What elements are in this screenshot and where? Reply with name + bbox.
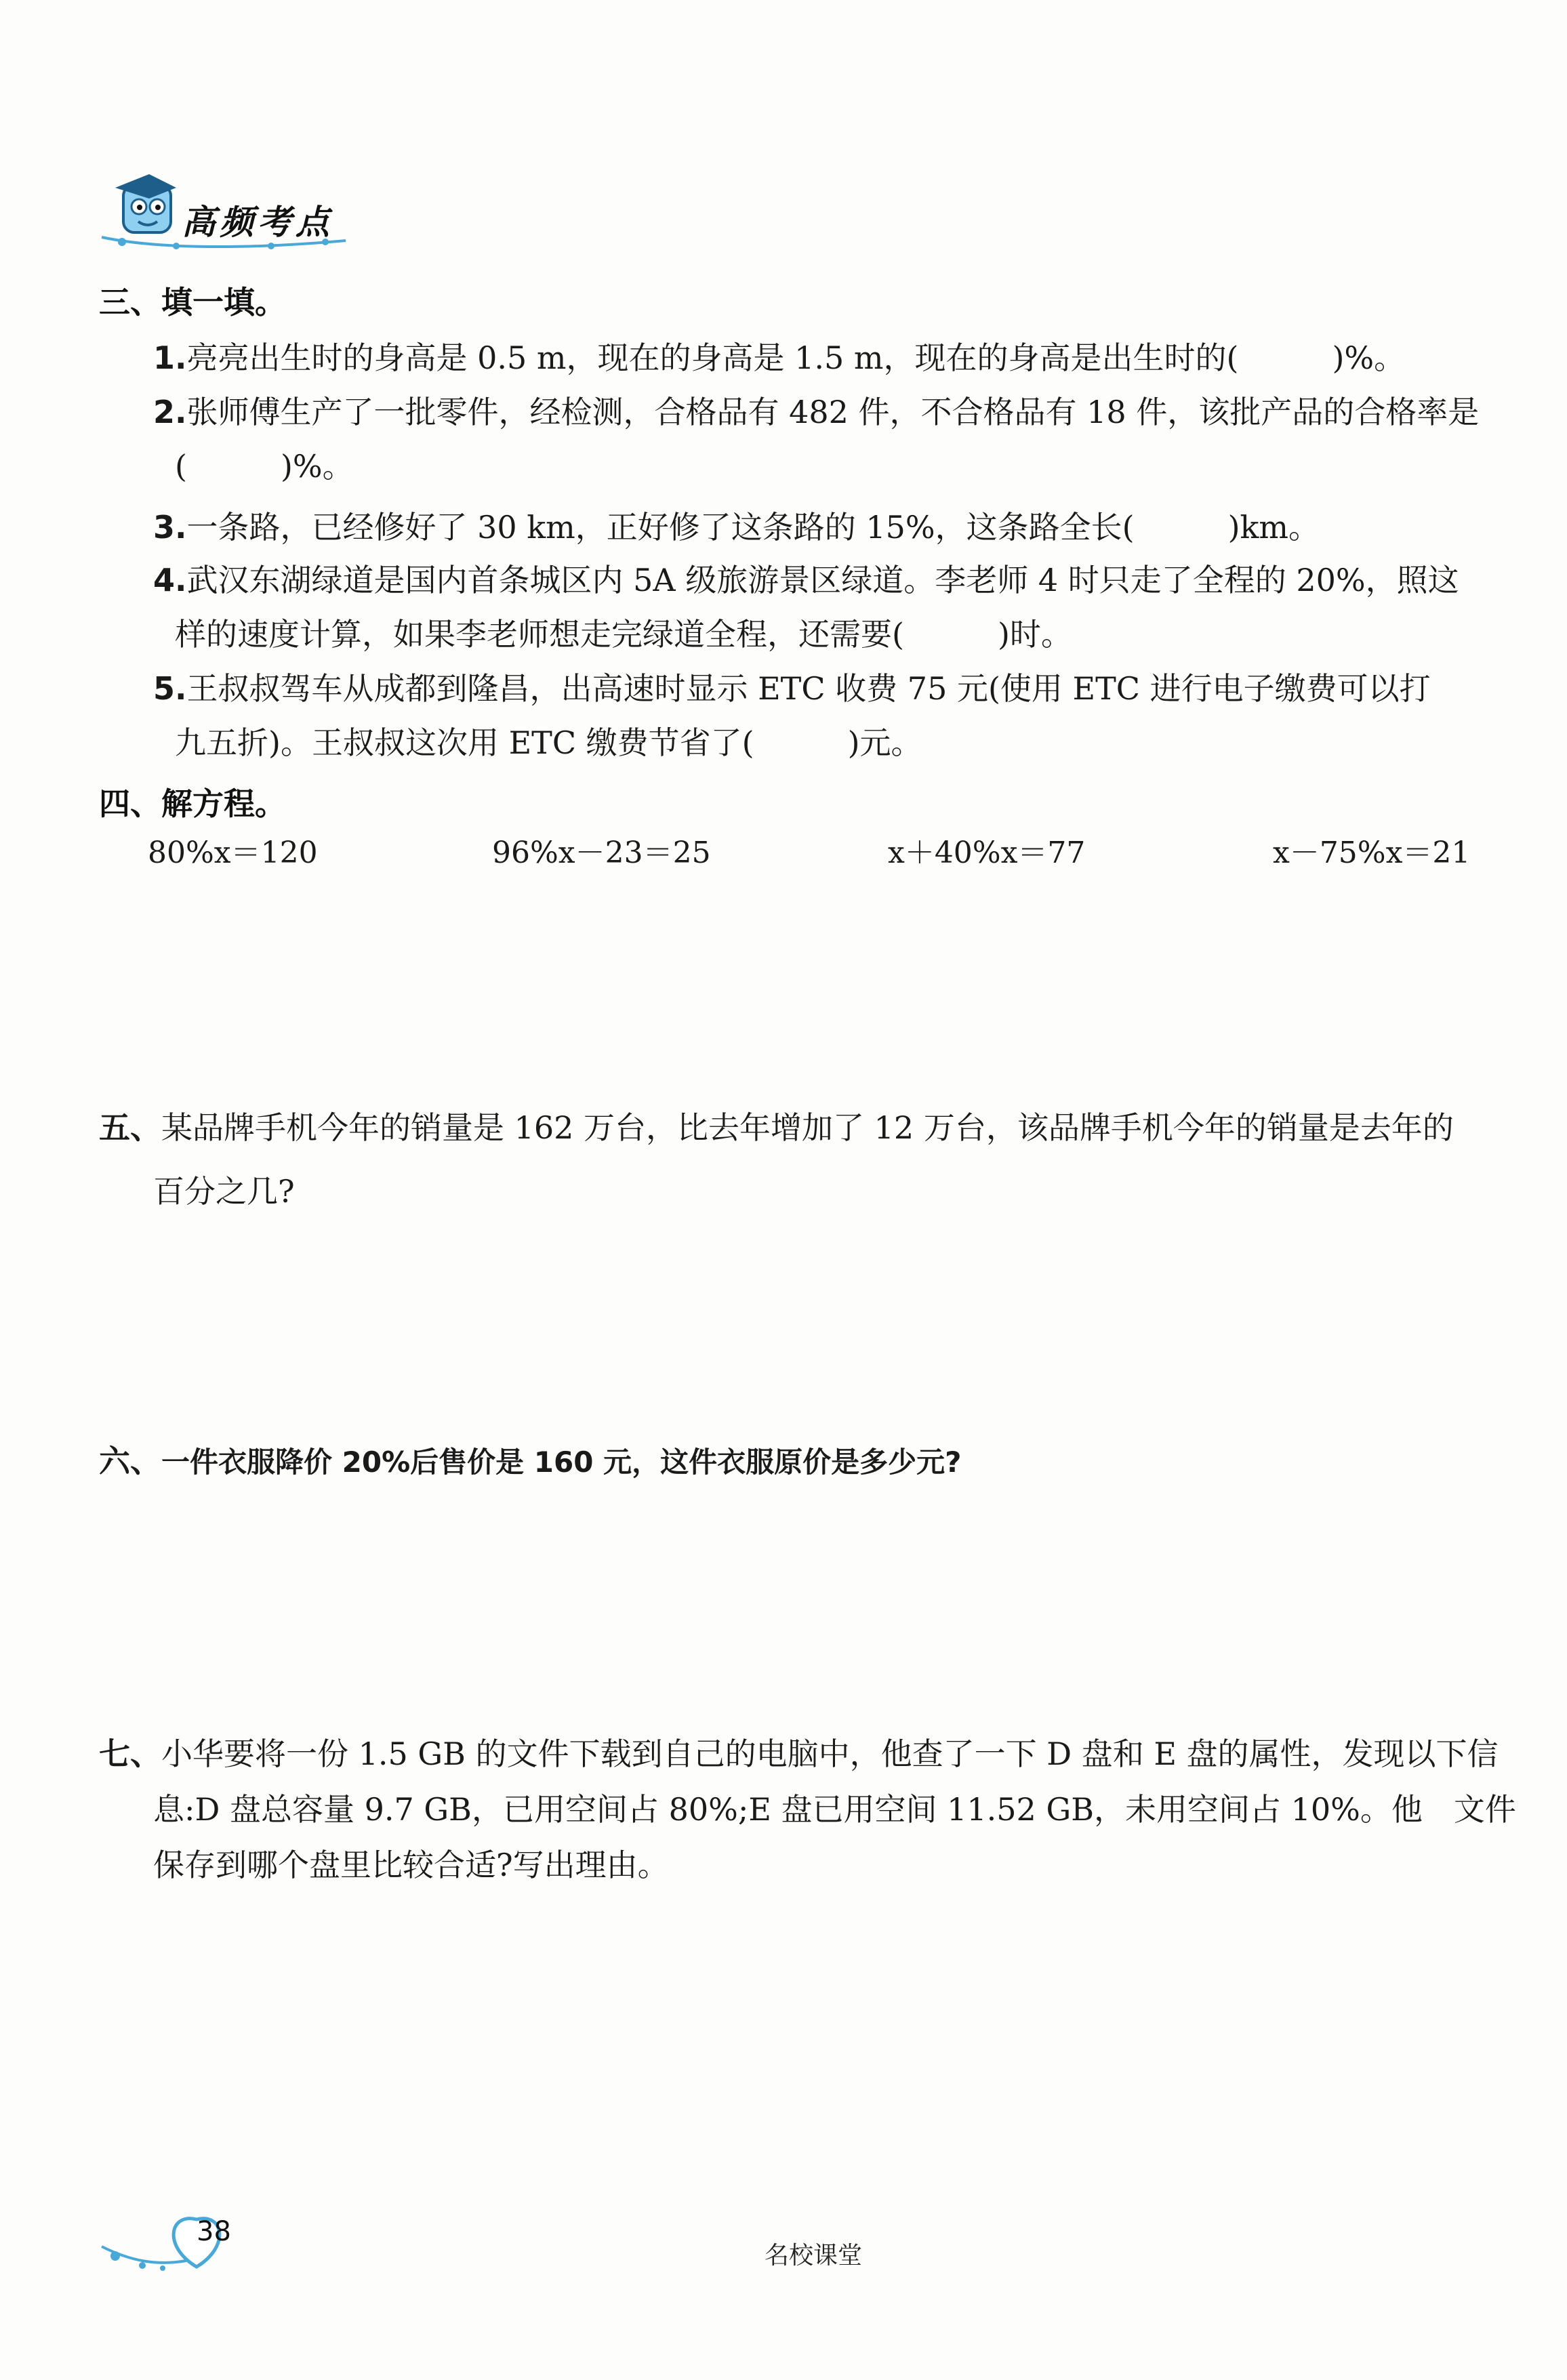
question-number: 2. bbox=[153, 394, 187, 430]
heart-page-badge-icon bbox=[95, 2186, 271, 2280]
question-text-line-1: 王叔叔驾车从成都到隆昌，出高速时显示 ETC 收费 75 元(使用 ETC 进行电子缴费可以打 bbox=[186, 670, 1431, 707]
question-3-5 bbox=[153, 661, 1431, 716]
publisher-name: 名校课堂 bbox=[765, 2242, 863, 2270]
question-3-5-line-2: 九五折)。王叔叔这次用 ETC 缴费节省了( )元。 bbox=[175, 724, 922, 761]
problem-text: 一件衣服降价 20%后售价是 160 元，这件衣服原价是多少元? bbox=[161, 1445, 962, 1479]
equation-3: x＋40%x＝77 bbox=[888, 836, 1086, 870]
section-3-title: 三、填一填。 bbox=[99, 284, 286, 321]
question-text-line-1: 张师傅生产了一批零件，经检测，合格品有 482 件，不合格品有 18 件，该批产品的合格率是 bbox=[186, 394, 1480, 430]
question-3-2 bbox=[153, 385, 1479, 439]
equation-2: 96%x－23＝25 bbox=[492, 836, 711, 870]
problem-number: 五、 bbox=[99, 1109, 161, 1146]
problem-number: 六、 bbox=[99, 1443, 161, 1479]
problem-7 bbox=[99, 1727, 1499, 1781]
problem-text-line-1: 某品牌手机今年的销量是 162 万台，比去年增加了 12 万台，该品牌手机今年的销量是去年的 bbox=[161, 1109, 1454, 1146]
page-number: 38 bbox=[197, 2216, 231, 2247]
question-3-2-line-2: ( )%。 bbox=[175, 448, 354, 485]
question-3-4 bbox=[153, 553, 1459, 607]
question-number: 4. bbox=[153, 562, 187, 598]
problem-text-line-1: 小华要将一份 1.5 GB 的文件下载到自己的电脑中，他查了一下 D 盘和 E 盘的属性，发现以下信 bbox=[161, 1736, 1499, 1772]
problem-5-line-2: 百分之几? bbox=[153, 1173, 295, 1210]
question-3-4-line-2: 样的速度计算，如果李老师想走完绿道全程，还需要( )时。 bbox=[175, 616, 1072, 653]
question-number: 3. bbox=[153, 509, 187, 546]
problem-number: 七、 bbox=[99, 1736, 161, 1772]
question-number: 5. bbox=[153, 670, 187, 707]
section-badge-title: 高频考点 bbox=[182, 203, 333, 242]
problem-6 bbox=[99, 1434, 961, 1490]
problem-7-line-3: 保存到哪个盘里比较合适?写出理由。 bbox=[153, 1847, 669, 1883]
question-3-3 bbox=[153, 500, 1320, 554]
section-4-title: 四、解方程。 bbox=[99, 785, 286, 822]
question-number: 1. bbox=[153, 340, 187, 376]
question-text: 一条路，已经修好了 30 km，正好修了这条路的 15%，这条路全长( )km。 bbox=[186, 509, 1320, 546]
problem-5 bbox=[99, 1101, 1454, 1155]
question-text-line-1: 武汉东湖绿道是国内首条城区内 5A 级旅游景区绿道。李老师 4 时只走了全程的 20%，照这 bbox=[186, 562, 1459, 598]
question-text: 亮亮出生时的身高是 0.5 m，现在的身高是 1.5 m，现在的身高是出生时的( )%。 bbox=[186, 340, 1406, 376]
equation-1: 80%x＝120 bbox=[148, 836, 318, 870]
problem-7-line-2: 息:D 盘总容量 9.7 GB，已用空间占 80%;E 盘已用空间 11.52 GB，未用空间占 10%。他 文件 bbox=[153, 1791, 1516, 1828]
question-3-1 bbox=[153, 331, 1405, 385]
equation-4: x－75%x＝21 bbox=[1273, 836, 1471, 870]
